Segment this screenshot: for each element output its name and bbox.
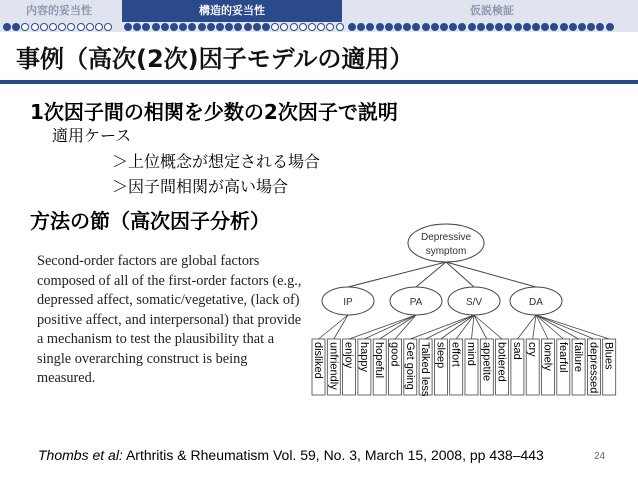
page-number: 24 xyxy=(594,451,606,462)
progress-dot[interactable] xyxy=(216,23,224,31)
progress-dot[interactable] xyxy=(514,23,522,31)
progress-dot[interactable] xyxy=(198,23,206,31)
progress-dot[interactable] xyxy=(179,23,187,31)
indicator-label: enjoy xyxy=(342,342,355,369)
loading-arrow xyxy=(441,315,474,339)
progress-dot[interactable] xyxy=(234,23,242,31)
loading-arrow xyxy=(472,315,475,339)
progress-dot[interactable] xyxy=(532,23,540,31)
first-order-factor-label: S/V xyxy=(465,297,483,308)
progress-dot[interactable] xyxy=(21,23,29,31)
progress-dot[interactable] xyxy=(468,23,476,31)
progress-dot[interactable] xyxy=(225,23,233,31)
progress-dot[interactable] xyxy=(422,23,430,31)
indicator-label: cry xyxy=(526,342,539,357)
progress-dot[interactable] xyxy=(40,23,48,31)
progress-dot[interactable] xyxy=(412,23,420,31)
section-nav-bar xyxy=(0,0,638,22)
progress-dot[interactable] xyxy=(495,23,503,31)
progress-dot[interactable] xyxy=(188,23,196,31)
tab-structural-validity[interactable]: 構造的妥当性 xyxy=(122,0,342,22)
loading-arrow xyxy=(410,315,474,339)
case-item: ＞上位概念が想定される場合 xyxy=(112,152,321,171)
progress-dot[interactable] xyxy=(394,23,402,31)
progress-dot[interactable] xyxy=(578,23,586,31)
progress-dot[interactable] xyxy=(299,23,307,31)
indicator-label: depressed xyxy=(587,342,600,394)
progress-dot[interactable] xyxy=(49,23,57,31)
progress-dot[interactable] xyxy=(58,23,66,31)
progress-dot[interactable] xyxy=(376,23,384,31)
progress-dot[interactable] xyxy=(142,23,150,31)
progress-dot[interactable] xyxy=(357,23,365,31)
indicator-label: sad xyxy=(510,342,523,360)
progress-dot[interactable] xyxy=(161,23,169,31)
first-order-factor-label: IP xyxy=(343,297,353,308)
second-order-factor-label: symptom xyxy=(425,246,467,257)
indicator-label: botiered xyxy=(495,342,508,382)
title-underline xyxy=(0,80,638,84)
progress-dot[interactable] xyxy=(550,23,558,31)
progress-dot[interactable] xyxy=(403,23,411,31)
indicator-label: appetite xyxy=(480,342,493,382)
loading-arrow xyxy=(364,315,416,339)
progress-dot[interactable] xyxy=(77,23,85,31)
indicator-label: hopeful xyxy=(373,342,386,379)
first-order-factor-label: DA xyxy=(529,297,543,308)
indicator-label: lonely xyxy=(541,342,554,371)
progress-dot[interactable] xyxy=(449,23,457,31)
progress-dot[interactable] xyxy=(326,23,334,31)
progress-dot[interactable] xyxy=(104,23,112,31)
progress-dot[interactable] xyxy=(67,23,75,31)
progress-dot[interactable] xyxy=(486,23,494,31)
progress-dot[interactable] xyxy=(560,23,568,31)
progress-dot[interactable] xyxy=(253,23,261,31)
citation-authors: Thombs et al: xyxy=(38,447,123,463)
progress-dot[interactable] xyxy=(152,23,160,31)
progress-dot[interactable] xyxy=(290,23,298,31)
progress-dot[interactable] xyxy=(504,23,512,31)
indicator-label: unfriendly xyxy=(327,342,340,390)
progress-dot[interactable] xyxy=(541,23,549,31)
indicator-label: disliked xyxy=(312,342,324,379)
progress-dot[interactable] xyxy=(596,23,604,31)
tab-hypothesis-testing[interactable]: 仮説検証 xyxy=(470,4,514,17)
progress-dot[interactable] xyxy=(477,23,485,31)
indicator-label: effort xyxy=(449,342,462,367)
slide-title: 事例（高次(2次)因子モデルの適用） xyxy=(16,45,414,73)
progress-dots xyxy=(0,22,638,32)
progress-dot[interactable] xyxy=(569,23,577,31)
progress-dot[interactable] xyxy=(31,23,39,31)
progress-dot[interactable] xyxy=(606,23,614,31)
progress-dot[interactable] xyxy=(271,23,279,31)
case-label: 適用ケース xyxy=(52,126,132,145)
loading-arrow xyxy=(474,315,487,339)
progress-dot[interactable] xyxy=(366,23,374,31)
indicator-label: good xyxy=(388,342,401,367)
progress-dot[interactable] xyxy=(86,23,94,31)
citation-source: Arthritis & Rheumatism Vol. 59, No. 3, March 15, 2008, pp 438–443 xyxy=(122,447,544,463)
progress-dot[interactable] xyxy=(207,23,215,31)
indicator-label: Blues xyxy=(602,342,615,370)
progress-dot[interactable] xyxy=(385,23,393,31)
second-order-factor-label: Depressive xyxy=(420,232,472,243)
case-item: ＞因子間相関が高い場合 xyxy=(112,177,289,196)
progress-dot[interactable] xyxy=(124,23,132,31)
progress-dot[interactable] xyxy=(336,23,344,31)
first-order-factor-label: PA xyxy=(409,297,423,308)
progress-dot[interactable] xyxy=(95,23,103,31)
progress-dot[interactable] xyxy=(523,23,531,31)
progress-dot[interactable] xyxy=(133,23,141,31)
loading-arrow xyxy=(334,315,348,339)
indicator-label: fearful xyxy=(556,342,569,373)
progress-dot[interactable] xyxy=(431,23,439,31)
loading-arrow xyxy=(536,315,594,339)
progress-dot[interactable] xyxy=(587,23,595,31)
indicator-label: happy xyxy=(357,342,370,372)
loading-arrow xyxy=(474,315,502,339)
method-quote: Second-order factors are global factors composed of all of the first-order factors (e.g., depressed affect, somatic/vegetative, (lack of) positive affect, and interpersonal) that provide a mechanism to test the plausibility that a single overarching construct is being measured. xyxy=(37,253,302,386)
progress-dot[interactable] xyxy=(170,23,178,31)
progress-dot[interactable] xyxy=(262,23,270,31)
progress-dot[interactable] xyxy=(440,23,448,31)
citation xyxy=(38,447,544,463)
indicator-label: sleep xyxy=(434,342,447,369)
loading-arrow xyxy=(536,315,563,339)
loading-arrow xyxy=(426,315,474,339)
progress-dot[interactable] xyxy=(244,23,252,31)
progress-dot[interactable] xyxy=(348,23,356,31)
tab-content-validity[interactable]: 内容的妥当性 xyxy=(26,4,92,17)
indicator-label: failure xyxy=(572,342,585,372)
indicator-label: mind xyxy=(465,342,477,366)
indicator-label: Talked less xyxy=(419,342,432,397)
progress-dot[interactable] xyxy=(317,23,325,31)
heading-second-order-explanation: 1次因子間の相関を少数の2次因子で説明 xyxy=(30,100,398,124)
indicator-label: Get going xyxy=(403,342,416,390)
progress-dot[interactable] xyxy=(3,23,11,31)
progress-dot[interactable] xyxy=(308,23,316,31)
progress-dot[interactable] xyxy=(458,23,466,31)
loading-arrow xyxy=(319,315,349,339)
progress-dot[interactable] xyxy=(280,23,288,31)
heading-methods-section: 方法の節（高次因子分析） xyxy=(30,209,270,233)
progress-dot[interactable] xyxy=(12,23,20,31)
factor-model-diagram xyxy=(300,222,635,400)
